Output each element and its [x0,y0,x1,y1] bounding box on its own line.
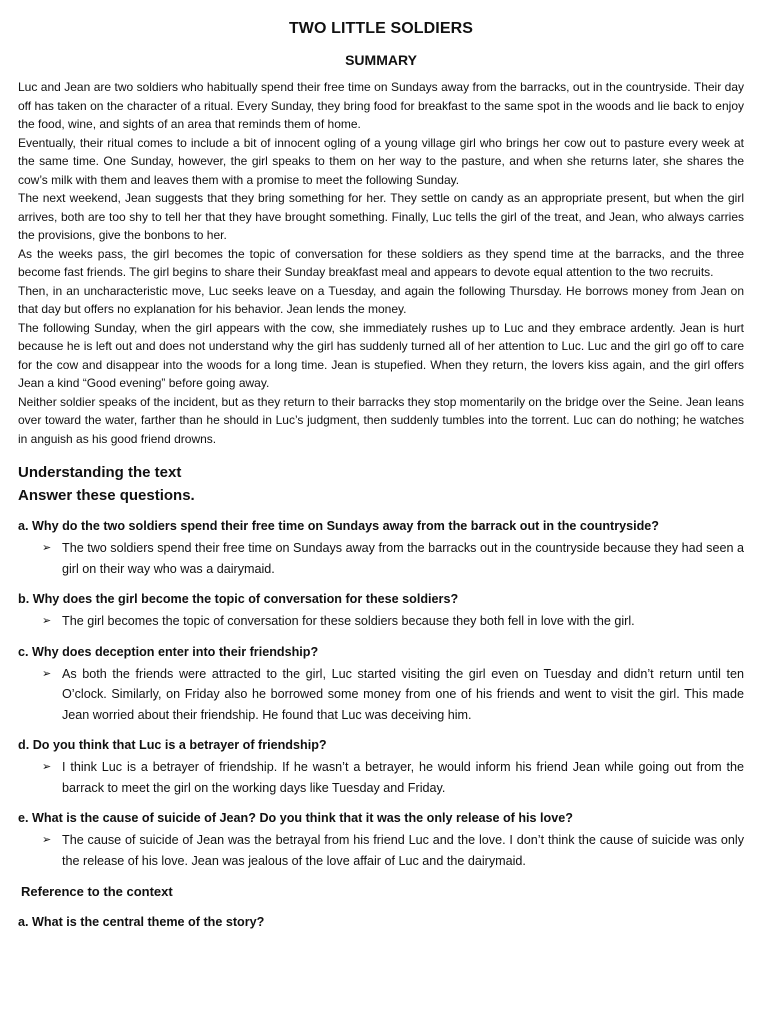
answer-text: As both the friends were attracted to the girl, Luc started visiting the girl even on Tuesday and didn’t return until ten O’clock. Similarly, on Friday also he borrowed some money from one of his friends and went to visit the girl. This made Jean worried about their friendship. He found that Luc was deceiving him. [62,666,744,722]
question-block-e [18,809,744,871]
summary-paragraph: Luc and Jean are two soldiers who habitually spend their free time on Sundays away from the barracks, out in the countryside. Their day off has taken on the character of a ritual. Every Sunday, they bring food for breakfast to the same spot in the woods and lie back to enjoy the food, wine, and sights of an area that reminds them of home. [18,80,744,131]
answer-text: The cause of suicide of Jean was the betrayal from his friend Luc and the love. I don’t think the cause of suicide was only the release of his love. Jean was jealous of the love affair of Luc and the dairymaid. [62,833,744,868]
arrow-bullet-icon: ➢ [42,834,52,846]
question-text: c. Why does deception enter into their friendship? [18,644,319,659]
summary-paragraph: Eventually, their ritual comes to include a bit of innocent ogling of a young village girl who brings her cow out to pasture every week at the same time. One Sunday, however, the girl speaks to them on her way to the pasture, and when she returns later, she shares the cow’s milk with them and leaves them with a promise to meet the following Sunday. [18,135,744,187]
summary-paragraph: The next weekend, Jean suggests that they bring something for her. They settle on candy as an appropriate present, but when the girl arrives, both are too shy to tell her that they have brought something. Finally, Luc tells the girl of the treat, and Jean, who always carries the provisions, give the bonbons to her. [18,191,744,242]
document-title: TWO LITTLE SOLDIERS [288,20,474,37]
answer-item [42,611,744,632]
arrow-bullet-icon: ➢ [42,542,52,554]
answer-item [42,538,744,579]
summary-body [18,78,744,448]
summary-heading: SUMMARY [345,52,417,68]
question-block-a [18,517,744,579]
question-text: a. Why do the two soldiers spend their free time on Sundays away from the barrack out in the countryside? [18,519,660,533]
answer-text: The two soldiers spend their free time on Sundays away from the barracks out in the countryside because they had seen a girl on their way who was a dairymaid. [62,541,744,576]
reference-heading: Reference to the context [21,884,173,899]
question-text: b. Why does the girl become the topic of conversation for these soldiers? [18,592,459,606]
question-block-b [18,590,744,632]
arrow-bullet-icon: ➢ [42,761,52,773]
answer-item [42,757,744,798]
question-block-d [18,736,744,798]
summary-paragraph: Neither soldier speaks of the incident, but as they return to their barracks they stop momentarily on the bridge over the Seine. Jean leans over toward the water, farther than he should in Luc’s judgment, then suddenly tumbles into the torrent. Luc can do nothing; he watches in anguish as his good friend drowns. [18,394,744,446]
question-text: e. What is the cause of suicide of Jean? Do you think that it was the only release of his love? [18,811,573,825]
arrow-bullet-icon: ➢ [42,615,52,627]
summary-paragraph: The following Sunday, when the girl appears with the cow, she immediately rushes up to Luc and they embrace ardently. Jean is hurt because he is left out and does not understand why the girl has suddenly turned all of her attention to Luc. Luc and the girl go off to care for the cow and disappear into the woods for a long time. Jean is stupefied. When they return, the lovers kiss again, and the girl offers Jean a kind “Good evening” before going away. [18,320,744,390]
answer-instruction: Answer these questions. [18,487,195,504]
question-text: d. Do you think that Luc is a betrayer of friendship? [18,738,327,752]
summary-paragraph: Then, in an uncharacteristic move, Luc seeks leave on a Tuesday, and again the following Thursday. He borrows money from Jean on that day but offers no explanation for his behavior. Jean lends the money. [18,283,744,316]
answer-item [42,664,744,726]
arrow-bullet-icon: ➢ [42,667,52,680]
answer-item [42,830,744,871]
answer-text: I think Luc is a betrayer of friendship. If he wasn’t a betrayer, he would inform his friend Jean while going out from the barrack to meet the girl on the working days like Tuesday and Friday. [62,760,744,795]
summary-paragraph: As the weeks pass, the girl becomes the topic of conversation for these soldiers as they spend time at the barracks, and the three become fast friends. The girl begins to share their Sunday breakfast meal and appears to devote equal attention to the two recruits. [18,246,744,279]
reference-question: a. What is the central theme of the story? [18,915,265,929]
answer-text: The girl becomes the topic of conversation for these soldiers because they both fell in love with the girl. [62,614,635,628]
question-block-c [18,643,744,726]
understanding-heading: Understanding the text [18,464,182,481]
